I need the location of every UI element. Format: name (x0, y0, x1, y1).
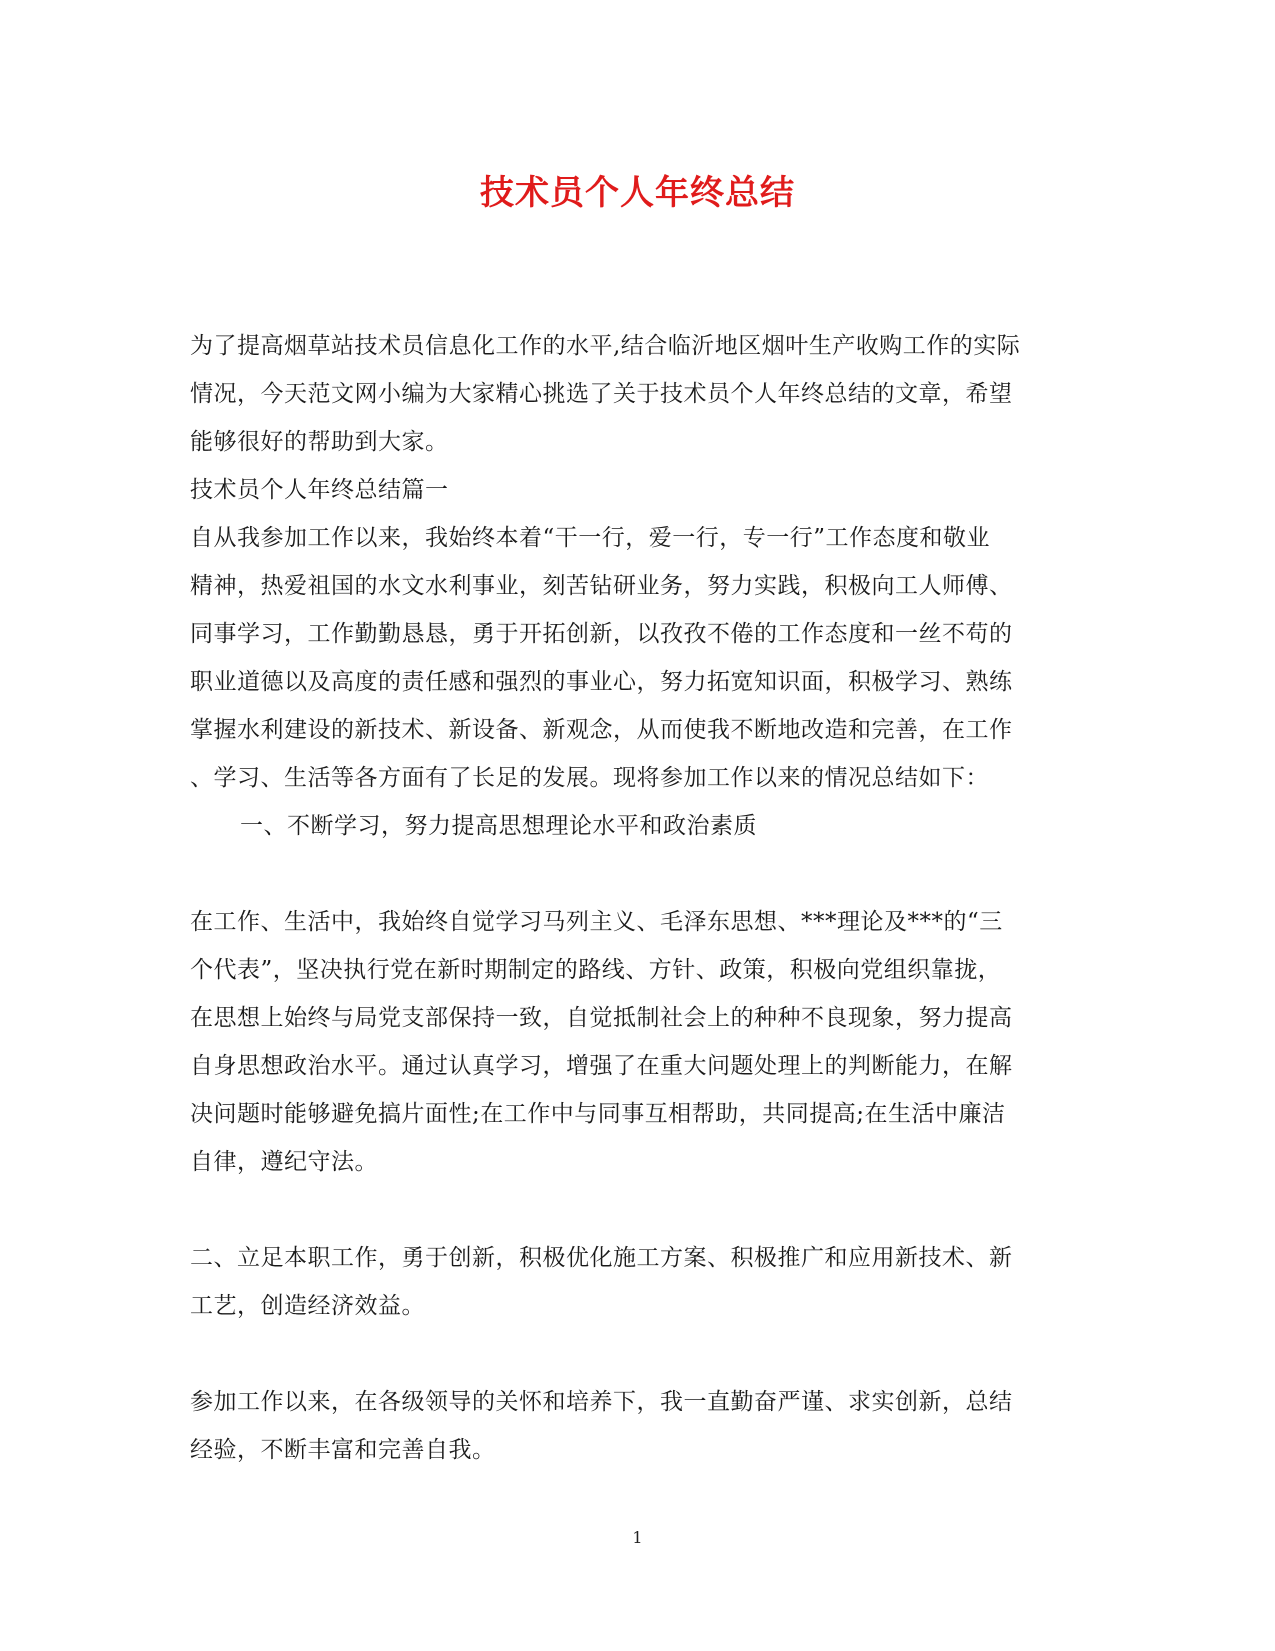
paragraph-gap (190, 1186, 1080, 1234)
paragraph-line: 决问题时能够避免搞片面性;在工作中与同事互相帮助，共同提高;在生活中廉洁 (190, 1101, 1006, 1127)
paragraph-line: 、学习、生活等各方面有了长足的发展。现将参加工作以来的情况总结如下： (190, 765, 989, 791)
paragraph-gap (190, 1330, 1080, 1378)
paragraph-line: 自身思想政治水平。通过认真学习，增强了在重大问题处理上的判断能力，在解 (190, 1053, 1013, 1079)
paragraph-line: 同事学习，工作勤勤恳恳，勇于开拓创新，以孜孜不倦的工作态度和一丝不苟的 (190, 621, 1013, 647)
page-number: 1 (632, 1528, 643, 1547)
paragraph-line: 掌握水利建设的新技术、新设备、新观念，从而使我不断地改造和完善，在工作 (190, 717, 1013, 743)
intro-line: 能够很好的帮助到大家。 (190, 429, 449, 455)
paragraph-line: 经验，不断丰富和完善自我。 (190, 1437, 496, 1463)
paragraph-line: 自从我参加工作以来，我始终本着“干一行，爱一行，专一行”工作态度和敬业 (190, 525, 991, 551)
paragraph-line: 参加工作以来，在各级领导的关怀和培养下，我一直勤奋严谨、求实创新，总结 (190, 1389, 1013, 1415)
subheading: 工艺，创造经济效益。 (190, 1293, 425, 1319)
paragraph-line: 职业道德以及高度的责任感和强烈的事业心，努力拓宽知识面，积极学习、熟练 (190, 669, 1013, 695)
subheading: 二、立足本职工作，勇于创新，积极优化施工方案、积极推广和应用新技术、新 (190, 1245, 1013, 1271)
paragraph-line: 在思想上始终与局党支部保持一致，自觉抵制社会上的种种不良现象，努力提高 (190, 1005, 1013, 1031)
intro-line: 为了提高烟草站技术员信息化工作的水平,结合临沂地区烟叶生产收购工作的实际 (190, 333, 1021, 359)
paragraph-line: 自律，遵纪守法。 (190, 1149, 378, 1175)
section-title: 技术员个人年终总结篇一 (190, 477, 449, 503)
paragraph-line: 精神，热爱祖国的水文水利事业，刻苦钻研业务，努力实践，积极向工人师傅、 (190, 573, 1013, 599)
document-body (190, 322, 1080, 1474)
document-title: 技术员个人年终总结 (480, 173, 795, 213)
subheading: 一、不断学习，努力提高思想理论水平和政治素质 (240, 813, 757, 839)
intro-line: 情况，今天范文网小编为大家精心挑选了关于技术员个人年终总结的文章，希望 (190, 381, 1013, 407)
paragraph-line: 个代表”，坚决执行党在新时期制定的路线、方针、政策，积极向党组织靠拢， (190, 957, 1002, 983)
paragraph-line: 在工作、生活中，我始终自觉学习马列主义、毛泽东思想、***理论及***的“三 (190, 909, 1003, 935)
paragraph-gap (190, 850, 1080, 898)
